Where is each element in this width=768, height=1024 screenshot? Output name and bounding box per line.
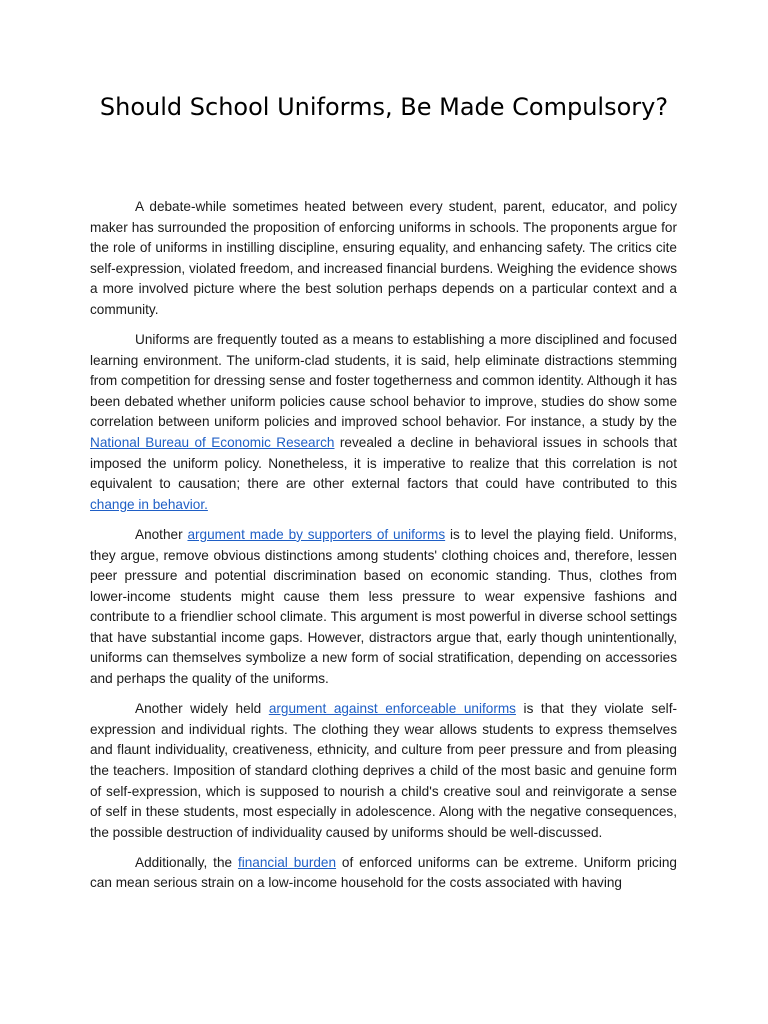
- link-argument-against-uniforms[interactable]: argument against enforceable uniforms: [268, 701, 516, 717]
- paragraph-financial: [90, 853, 677, 894]
- paragraph-text: is that they violate self-expression and individual rights. The clothing they wear allows students to express themselves and flaunt individuality, creativeness, ethnicity, and culture from peer pressure and from pleasing the teachers. Imposition of standard clothing deprives a child of the most basic and genuine form of self-expression, which is supposed to nourish a child's creative soul and reinvigorate a sense of self in these students, most especially in adolescence. Along with the negative consequences, the possible destruction of individuality caused by uniforms should be well-discussed.: [90, 701, 677, 840]
- paragraph-text: Uniforms are frequently touted as a means to establishing a more disciplined and focused learning environment. The uniform-clad students, it is said, help eliminate distractions stemming from competition for dressing sense and foster togetherness and common identity. Although it has been debated whether uniform policies cause school behavior to improve, studies do show some correlation between uniform policies and improved school behavior. For instance, a study by the: [90, 332, 677, 430]
- paragraph-text: Another: [135, 526, 188, 542]
- paragraph-text: of enforced uniforms can be extreme. Uniform pricing can mean serious strain on a low-income household for the costs associated with having: [90, 854, 677, 891]
- document-body: [90, 197, 677, 904]
- paragraph-text: Another widely held: [135, 701, 269, 717]
- paragraph-self-expression: [90, 699, 677, 843]
- paragraph-equality: [90, 525, 677, 690]
- link-financial-burden[interactable]: financial burden: [237, 854, 337, 870]
- link-argument-supporters-uniforms[interactable]: argument made by supporters of uniforms: [187, 526, 446, 542]
- paragraph-text: Additionally, the: [135, 854, 238, 870]
- paragraph-intro: [90, 197, 677, 321]
- paragraph-text: is to level the playing field. Uniforms, they argue, remove obvious distinctions among students' clothing choices and, therefore, lessen peer pressure and potential discrimination based on economic standing. Thus, clothes from lower-income students might cause them less pressure to wear expensive fashions and contribute to a friendlier school climate. This argument is most powerful in diverse school settings that have substantial income gaps. However, distractors argue that, early though unintentionally, uniforms can themselves symbolize a new form of social stratification, depending on accessories and perhaps the quality of the uniforms.: [90, 526, 677, 687]
- paragraph-discipline: [90, 330, 677, 515]
- paragraph-text: revealed a decline in behavioral issues in schools that imposed the uniform policy. Nonetheless, it is imperative to realize that this correlation is not equivalent to causation; there are other external factors that could have contributed to this: [90, 435, 677, 492]
- document-title: Should School Uniforms, Be Made Compulsory?: [99, 93, 669, 121]
- link-change-in-behavior[interactable]: change in behavior.: [90, 496, 208, 512]
- link-national-bureau-economic-research[interactable]: National Bureau of Economic Research: [90, 435, 335, 451]
- paragraph-text: A debate-while sometimes heated between every student, parent, educator, and policy maker has surrounded the proposition of enforcing uniforms in schools. The proponents argue for the role of uniforms in instilling discipline, ensuring equality, and enhancing safety. The critics cite self-expression, violated freedom, and increased financial burdens. Weighing the evidence shows a more involved picture where the best solution perhaps depends on a particular context and a community.: [90, 199, 677, 317]
